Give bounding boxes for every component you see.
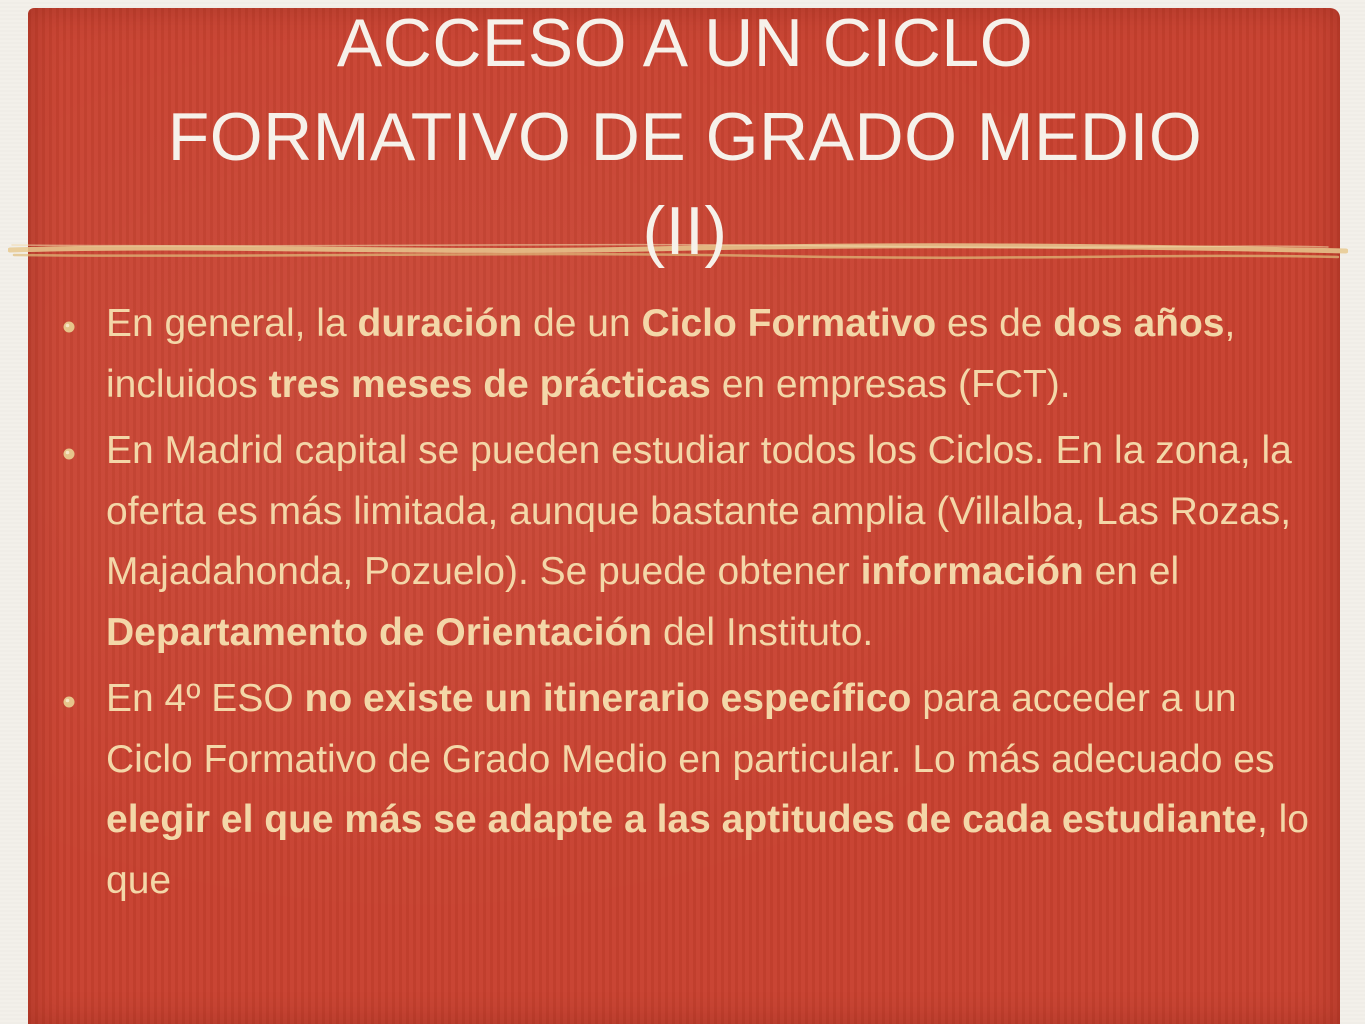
title-line-1: ACCESO A UN CICLO	[336, 5, 1034, 81]
bullet-text: En Madrid capital se pueden estudiar todos los Ciclos. En la zona, la oferta es más limitada, aunque bastante amplia (Villalba, Las Rozas, Majadahonda, Pozuelo). Se puede obtener información en el Departamento de Orientación del Instituto.	[106, 429, 1292, 654]
slide-title	[40, 0, 1330, 278]
bullet-list	[62, 294, 1322, 917]
pushpin-icon	[62, 447, 76, 461]
bullet-item-duration	[62, 294, 1322, 415]
title-line-3: (II)	[642, 193, 728, 269]
pushpin-icon	[62, 320, 76, 334]
bullet-text: En 4º ESO no existe un itinerario específico para acceder a un Ciclo Formativo de Grado Medio en particular. Lo más adecuado es elegir el que más se adapte a las aptitudes de cada estudiante, lo que	[106, 677, 1309, 902]
pushpin-icon	[62, 695, 76, 709]
bullet-text: En general, la duración de un Ciclo Formativo es de dos años, incluidos tres meses de prácticas en empresas (FCT).	[106, 302, 1236, 406]
bullet-item-itinerary	[62, 669, 1322, 911]
title-line-2: FORMATIVO DE GRADO MEDIO	[167, 99, 1203, 175]
bullet-item-madrid	[62, 421, 1322, 663]
